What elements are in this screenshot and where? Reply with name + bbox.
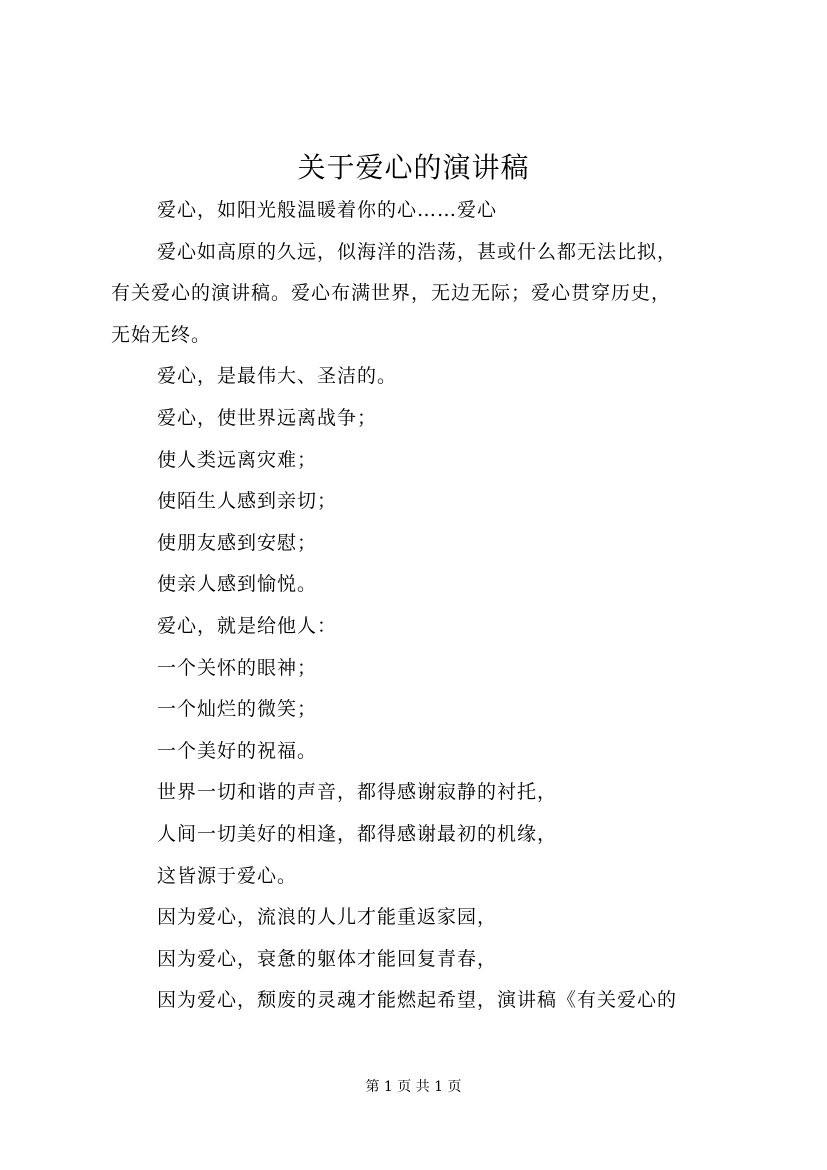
paragraph-line: 无始无终。 xyxy=(111,323,212,346)
paragraph-line: 使人类远离灾难； xyxy=(157,448,318,471)
paragraph-line: 一个关怀的眼神； xyxy=(157,656,318,679)
paragraph-line: 爱心如高原的久远，似海洋的浩荡，甚或什么都无法比拟， xyxy=(157,240,678,263)
paragraph-line: 爱心，是最伟大、圣洁的。 xyxy=(157,365,398,388)
document-body xyxy=(111,190,741,1022)
paragraph-line: 使朋友感到安慰； xyxy=(157,531,318,554)
paragraph-line: 因为爱心，衰惫的躯体才能回复青春， xyxy=(157,947,498,970)
paragraph-line: 爱心，使世界远离战争； xyxy=(157,406,378,429)
paragraph-line: 人间一切美好的相逢，都得感谢最初的机缘， xyxy=(157,822,558,845)
paragraph-line: 一个美好的祝福。 xyxy=(157,739,318,762)
paragraph-line: 这皆源于爱心。 xyxy=(157,864,298,887)
paragraph-line: 因为爱心，颓废的灵魂才能燃起希望，演讲稿《有关爱心的 xyxy=(157,989,678,1012)
paragraph-line: 一个灿烂的微笑； xyxy=(157,698,318,721)
paragraph-line: 使陌生人感到亲切； xyxy=(157,490,338,513)
page-number-footer: 第 1 页 共 1 页 xyxy=(365,1079,462,1095)
paragraph-line: 使亲人感到愉悦。 xyxy=(157,573,318,596)
paragraph-line: 因为爱心，流浪的人儿才能重返家园， xyxy=(157,906,498,929)
paragraph-line: 爱心，如阳光般温暖着你的心……爱心 xyxy=(157,199,498,221)
paragraph-line: 爱心，就是给他人： xyxy=(157,614,338,637)
document-title: 关于爱心的演讲稿 xyxy=(297,151,530,184)
paragraph-line: 世界一切和谐的声音，都得感谢寂静的衬托， xyxy=(157,781,558,804)
paragraph-line: 有关爱心的演讲稿。爱心布满世界，无边无际；爱心贯穿历史， xyxy=(111,282,672,305)
